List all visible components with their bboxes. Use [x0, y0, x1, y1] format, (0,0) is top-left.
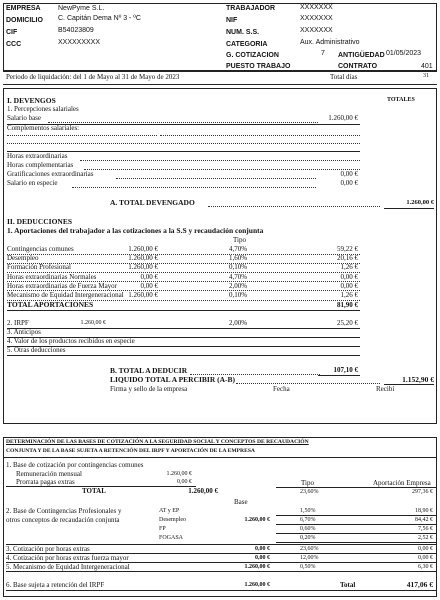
irpf-label: 2. IRPF — [7, 319, 29, 327]
total-dias-value: 31 — [423, 73, 429, 79]
complementos-line-1 — [7, 135, 157, 136]
cp-concept-label: AT y EP — [159, 508, 180, 514]
horas-extra-cot-aportacion: 0,00 € — [418, 546, 433, 552]
ccc-label: CCC — [6, 41, 22, 48]
cc-tipo-rule — [276, 487, 436, 488]
horas-comp-label: Horas complementarias — [7, 161, 74, 169]
horas-fm-cot-label: 4. Cotización por horas extras fuerza mayor — [6, 554, 129, 562]
aportacion-label: Mecanismo de Equidad Intergeneracional — [7, 291, 124, 299]
cp-concept-tipo: 6,70% — [300, 517, 316, 523]
aportacion-rule — [7, 254, 360, 255]
aportacion-label: Contingencias comunes — [7, 245, 74, 253]
aportacion-base: 0,00 € — [140, 272, 158, 281]
gratificaciones-label: Gratificaciones extraordinarias — [7, 170, 94, 178]
complementos-label: Complementos salariales: — [7, 124, 80, 132]
antiguedad-value: 01/05/2023 — [386, 50, 422, 57]
gratificaciones-value: 0,00 € — [340, 170, 358, 178]
periodo-liquidacion: Periodo de liquidación: del 1 de Mayo al 31 de Mayo de 2023 — [6, 73, 180, 81]
total-devengado-label: A. TOTAL DEVENGADO — [110, 198, 195, 207]
cc-tipo: 23,60% — [300, 489, 319, 495]
aportacion-base: 1.260,00 € — [128, 245, 158, 253]
liquido-label: LIQUIDO TOTAL A PERCIBIR (A-B) — [110, 375, 236, 384]
cp-title-line-1: 2. Base de Contingencias Profesionales y — [6, 507, 122, 515]
total-aportacion-value: 417,06 € — [406, 580, 433, 589]
cp-concept-tipo: 1,50% — [300, 508, 316, 514]
complementos-line-3 — [7, 143, 360, 144]
bases-title-rule — [3, 457, 437, 458]
liquido-value: 1.152,90 € — [402, 375, 434, 384]
aportacion-tipo: 4,70% — [229, 245, 248, 253]
mei-cot-aportacion: 6,30 € — [418, 564, 433, 570]
numss-label: NUM. S.S. — [226, 29, 260, 36]
cp-concept-aportacion: 18,90 € — [415, 508, 433, 514]
deducciones-tipo-header: Tipo — [233, 236, 246, 244]
irpf-base: 1.260,00 € — [80, 320, 106, 326]
categoria-label: CATEGORIA — [226, 41, 268, 48]
empresa-label: EMPRESA — [6, 5, 41, 12]
cp-concept-rule — [276, 524, 436, 525]
aportacion-importe: 59,22 € — [337, 245, 358, 253]
cp-concept-tipo: 0,20% — [300, 535, 316, 541]
ccc-value: XXXXXXXXX — [58, 39, 101, 46]
aportacion-label: Horas extraordinarias Normales — [7, 272, 97, 281]
remuneracion-label: Remuneración mensual — [16, 470, 82, 478]
otras-rule — [7, 355, 360, 356]
aportacion-base: 1.260,00 € — [128, 263, 158, 272]
cp-concept-label: FOGASA — [159, 535, 184, 541]
bases-tipo-header: Tipo — [301, 479, 314, 487]
cp-concept-aportacion: 84,42 € — [415, 517, 433, 523]
cp-concept-rule — [276, 515, 436, 516]
horas-fm-cot-tipo: 12,00% — [300, 555, 319, 561]
cp-base-header: Base — [234, 498, 248, 506]
cp-concept-rule — [276, 542, 436, 543]
aportacion-importe: 0,00 € — [340, 272, 358, 281]
cp-title-line-2: otros conceptos de recaudación conjunta — [6, 516, 120, 524]
cp-concept-aportacion: 7,56 € — [418, 526, 433, 532]
categoria-value: Aux. Administrativo — [300, 39, 360, 46]
cp-concept-label: FP — [159, 526, 166, 532]
bases-title-line-1: DETERMINACIÓN DE LAS BASES DE COTIZACIÓN A LA SEGURIDAD SOCIAL Y CONCEPTOS DE RECAUDACIÓN — [6, 439, 309, 445]
irpf-value: 25,20 € — [337, 319, 358, 327]
header-box — [3, 3, 437, 71]
totales-label: TOTALES — [387, 97, 415, 103]
horas-extra-cot-label: 3. Cotización por horas extras — [6, 545, 90, 553]
cc-aportacion: 297,36 € — [412, 489, 433, 495]
total-aportaciones-value: 81,90 € — [337, 301, 358, 309]
cc-title: 1. Base de cotización por contingencias comunes — [6, 461, 144, 469]
horas-comp-leader — [84, 169, 360, 170]
domicilio-value: C. Capitán Dema Nº 3 - ºC — [58, 15, 141, 22]
antiguedad-label: ANTIGÜEDAD — [338, 52, 385, 59]
aportacion-label: Horas extraordinarias de Fuerza Mayor — [7, 281, 118, 290]
salario-base-label: Salario base — [7, 114, 42, 122]
gratificaciones-leader — [116, 178, 316, 179]
total-aportaciones-rule — [7, 310, 360, 311]
cif-value: B54023809 — [58, 27, 94, 34]
recibi-label: Recibí — [376, 385, 395, 393]
horas-extra-leader — [80, 160, 360, 161]
aportacion-tipo: 0,10% — [229, 291, 248, 299]
cc-total-label: TOTAL — [82, 487, 106, 495]
aportacion-label: Desempleo — [7, 254, 39, 263]
aportacion-tipo: 2,00% — [229, 281, 248, 290]
irpf-base-value: 1.260,00 € — [244, 582, 270, 588]
trabajador-label: TRABAJADOR — [226, 5, 275, 12]
aportacion-tipo: 0,10% — [229, 263, 248, 272]
devengos-title: I. DEVENGOS — [7, 96, 56, 105]
total-devengado-leader — [208, 206, 380, 207]
salario-especie-leader — [72, 187, 316, 188]
prorrata-value: 0,00 € — [177, 479, 192, 485]
aportacion-base: 1.260,00 € — [128, 291, 158, 299]
cc-total-value: 1.260,00 € — [188, 487, 218, 495]
aportacion-importe: 1,26 € — [340, 263, 358, 272]
salario-base-leader — [48, 122, 318, 123]
total-deducir-rule — [318, 375, 360, 376]
trabajador-value: XXXXXXX — [300, 4, 333, 11]
firma-label: Firma y sello de la empresa — [110, 385, 188, 393]
horas-extra-label: Horas extraordinarias — [7, 152, 68, 160]
salario-especie-value: 0,00 € — [340, 179, 358, 187]
liquido-leader — [236, 383, 380, 384]
total-deducir-value: 107,10 € — [333, 366, 358, 374]
horas-extra-cot-tipo: 23,60% — [300, 546, 319, 552]
aportacion-empresa-header: Aportación Empresa — [373, 479, 431, 487]
remuneracion-value: 1.260,00 € — [166, 471, 192, 477]
contrato-value: 401 — [421, 63, 433, 70]
cp-concept-base: 1.260,00 € — [244, 517, 270, 523]
aportacion-tipo: 1,60% — [229, 254, 248, 263]
nif-value: XXXXXXX — [300, 15, 333, 22]
complementos-line-2 — [160, 135, 360, 136]
cp-concept-aportacion: 2,52 € — [418, 535, 433, 541]
salario-base-value: 1.260,00 € — [328, 114, 358, 122]
horas-fm-cot-base: 0,00 € — [255, 555, 270, 561]
total-devengado-value: 1.260,00 € — [406, 199, 434, 206]
especie-label: 4. Valor de los productos recibidos en especie — [7, 337, 135, 345]
deducciones-title: II. DEDUCCIONES — [7, 217, 73, 226]
aportacion-base: 1.260,00 € — [128, 254, 158, 263]
aportacion-base: 0,00 € — [140, 281, 158, 290]
aportacion-label: Formación Profesional — [7, 263, 71, 272]
irpf-base-rule — [6, 590, 436, 591]
cif-label: CIF — [6, 29, 18, 36]
fecha-label: Fecha — [273, 385, 290, 393]
numss-value: XXXXXXX — [300, 27, 333, 34]
percepciones-salariales: 1. Percepciones salariales — [7, 105, 79, 113]
cp-concept-label: Desempleo — [159, 517, 186, 523]
contrato-label: CONTRATO — [338, 63, 378, 70]
bases-title-line-2: CONJUNTA Y DE LA BASE SUJETA A RETENCIÓN DEL IRPF Y APORTACIÓN DE LA EMPRESA — [6, 448, 255, 454]
mei-cot-rule — [6, 571, 436, 572]
anticipos-label: 3. Anticipos — [7, 328, 41, 336]
total-devengado-rule — [384, 208, 434, 209]
total-aportaciones-label: TOTAL APORTACIONES — [7, 300, 94, 309]
irpf-base-label: 6. Base sujeta a retención del IRPF — [6, 581, 105, 589]
puesto-label: PUESTO TRABAJO — [226, 63, 291, 70]
aportacion-tipo: 4,70% — [229, 272, 248, 281]
nif-label: NIF — [226, 17, 238, 24]
irpf-rule — [7, 328, 360, 329]
domicilio-label: DOMICILIO — [6, 17, 43, 24]
mei-cot-tipo: 0,50% — [300, 564, 316, 570]
salario-especie-label: Salario en especie — [7, 179, 58, 187]
irpf-tipo: 2,00% — [229, 319, 248, 327]
aportacion-importe: 20,16 € — [337, 254, 358, 263]
mei-cot-base: 1.260,00 € — [244, 564, 270, 570]
aportacion-importe: 0,00 € — [340, 281, 358, 290]
horas-fm-cot-aportacion: 0,00 € — [418, 555, 433, 561]
total-deducir-label: B. TOTAL A DEDUCIR — [110, 366, 188, 375]
gcotizacion-value: 7 — [321, 50, 325, 57]
prorrata-label: Prorrata pagas extras — [16, 478, 75, 486]
total-aportacion-label: Total — [340, 581, 356, 589]
cp-concept-rule — [276, 533, 436, 534]
horas-extra-cot-base: 0,00 € — [255, 546, 270, 552]
cp-concept-tipo: 0,60% — [300, 526, 316, 532]
mei-cot-label: 5. Mecanismo de Equidad Intergeneracional — [6, 563, 130, 571]
aportacion-importe: 1,26 € — [340, 291, 358, 299]
header-bottom-rule — [3, 71, 437, 72]
total-dias-label: Total días — [330, 73, 358, 81]
empresa-value: NewPyme S.L. — [58, 5, 105, 12]
otras-deducciones-label: 5. Otras deducciones — [7, 346, 66, 354]
periodo-rule — [3, 84, 437, 85]
aportaciones-subtitle: 1. Aportaciones del trabajador a las cotizaciones a la S.S y recaudación conjunta — [7, 226, 264, 235]
gcotizacion-label: G. COTIZACION — [226, 52, 279, 59]
